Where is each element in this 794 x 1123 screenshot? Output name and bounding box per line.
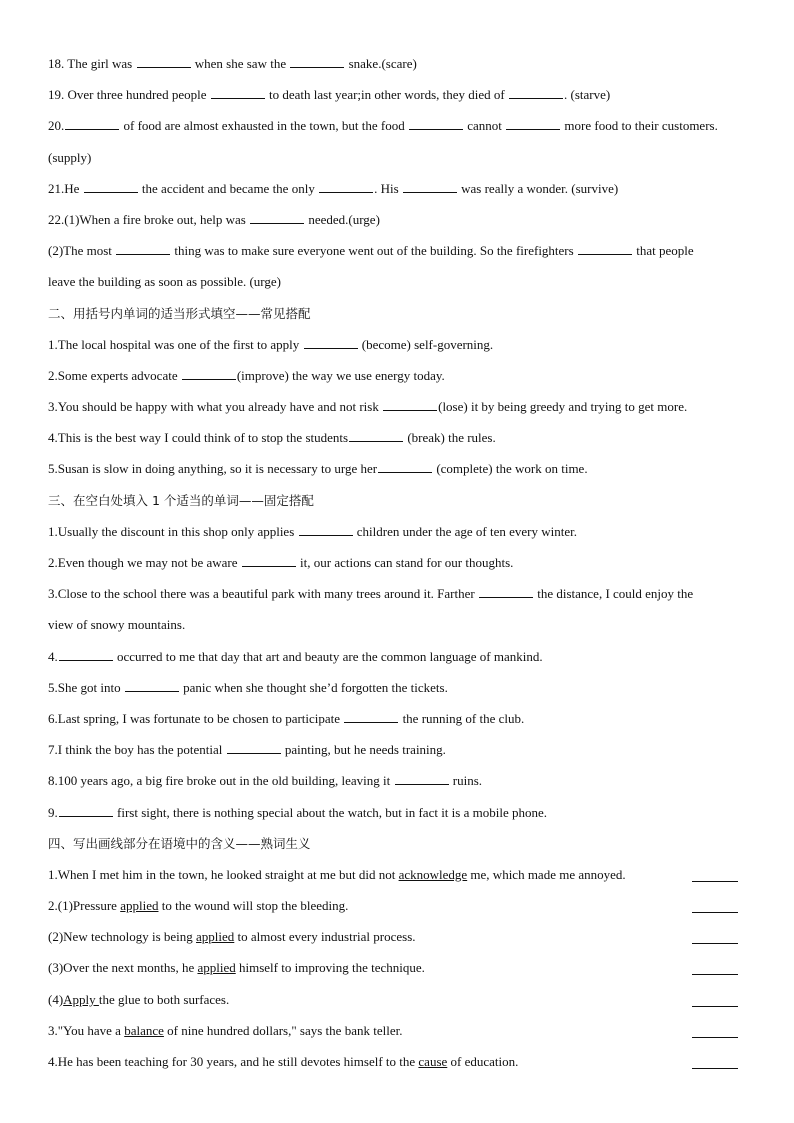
part4-question-4: 4.He has been teaching for 30 years, and he still devotes himself to the cause of education. <box>48 1050 746 1081</box>
section-heading-3: 三、在空白处填入 1 个适当的单词——固定搭配 <box>48 492 314 508</box>
answer-blank[interactable] <box>65 117 119 130</box>
answer-blank[interactable] <box>84 180 138 193</box>
part3-question-1: 1.Usually the discount in this shop only applies children under the age of ten every winter. <box>48 523 577 539</box>
answer-blank[interactable] <box>319 180 373 193</box>
part2-question-2: 2.Some experts advocate (improve) the way we use energy today. <box>48 367 445 383</box>
section-heading-4: 四、写出画线部分在语境中的含义——熟词生义 <box>48 835 311 851</box>
underlined-word: Apply <box>63 991 99 1007</box>
answer-blank[interactable] <box>137 55 191 68</box>
answer-blank[interactable] <box>409 117 463 130</box>
part3-question-4: 4. occurred to me that day that art and beauty are the common language of mankind. <box>48 648 543 664</box>
underlined-word: applied <box>196 929 235 945</box>
section-heading-2: 二、用括号内单词的适当形式填空——常见搭配 <box>48 305 311 321</box>
part4-question-2-3: (3)Over the next months, he applied himself to improving the technique. <box>48 956 746 987</box>
answer-blank[interactable] <box>479 585 533 598</box>
answer-blank[interactable] <box>349 429 403 442</box>
answer-blank[interactable] <box>59 648 113 661</box>
question-21: 21.He the accident and became the only . His was really a wonder. (survive) <box>48 180 619 196</box>
answer-blank[interactable] <box>304 336 358 349</box>
underlined-word: applied <box>197 960 236 976</box>
part2-question-1: 1.The local hospital was one of the first to apply (become) self-governing. <box>48 336 494 352</box>
answer-blank[interactable] <box>395 772 449 785</box>
answer-blank[interactable] <box>692 1056 738 1069</box>
part3-question-2: 2.Even though we may not be aware it, our actions can stand for our thoughts. <box>48 555 514 570</box>
answer-blank[interactable] <box>182 367 236 380</box>
worksheet-page <box>48 52 746 1081</box>
answer-blank[interactable] <box>250 211 304 224</box>
question-20: 20. of food are almost exhausted in the town, but the food cannot more food to their customers. <box>48 118 718 134</box>
answer-blank[interactable] <box>692 869 738 882</box>
answer-blank[interactable] <box>211 86 265 99</box>
answer-blank[interactable] <box>506 117 560 130</box>
part3-question-7: 7.I think the boy has the potential painting, but he needs training. <box>48 742 446 758</box>
underlined-word: applied <box>120 898 159 914</box>
answer-blank[interactable] <box>227 741 281 754</box>
answer-blank[interactable] <box>692 1025 738 1038</box>
question-20-continued: (supply) <box>48 149 92 165</box>
part4-question-2-2: (2)New technology is being applied to almost every industrial process. <box>48 925 746 956</box>
part4-question-1: 1.When I met him in the town, he looked straight at me but did not acknowledge me, which made me annoyed. <box>48 863 746 894</box>
answer-blank[interactable] <box>509 86 563 99</box>
underlined-word: cause <box>418 1054 448 1069</box>
answer-blank[interactable] <box>378 460 432 473</box>
part3-question-8: 8.100 years ago, a big fire broke out in the old building, leaving it ruins. <box>48 773 483 789</box>
part3-question-3: 3.Close to the school there was a beautiful park with many trees around it. Farther the distance, I could enjoy the <box>48 586 694 602</box>
answer-blank[interactable] <box>692 962 738 975</box>
question-22-2-continued: leave the building as soon as possible. (urge) <box>48 274 281 290</box>
part4-question-2-1: 2.(1)Pressure applied to the wound will stop the bleeding. <box>48 894 746 925</box>
question-19: 19. Over three hundred people to death last year;in other words, they died of . (starve) <box>48 87 611 103</box>
part3-question-6: 6.Last spring, I was fortunate to be chosen to participate the running of the club. <box>48 710 525 726</box>
answer-blank[interactable] <box>578 242 632 255</box>
answer-blank[interactable] <box>692 931 738 944</box>
question-22-2: (2)The most thing was to make sure everyone went out of the building. So the firefighters that people <box>48 243 694 259</box>
answer-blank[interactable] <box>692 994 738 1007</box>
part2-question-3: 3.You should be happy with what you already have and not risk (lose) it by being greedy and trying to get more. <box>48 399 688 415</box>
answer-blank[interactable] <box>344 710 398 723</box>
answer-blank[interactable] <box>692 900 738 913</box>
answer-blank[interactable] <box>299 523 353 536</box>
part4-question-2-4: (4)Apply the glue to both surfaces. <box>48 988 746 1019</box>
answer-blank[interactable] <box>125 679 179 692</box>
part2-question-4: 4.This is the best way I could think of to stop the students (break) the rules. <box>48 430 496 446</box>
part4-question-3: 3."You have a balance of nine hundred dollars," says the bank teller. <box>48 1019 746 1050</box>
part2-question-5: 5.Susan is slow in doing anything, so it is necessary to urge her (complete) the work on time. <box>48 461 588 477</box>
part3-question-5: 5.She got into panic when she thought she’d forgotten the tickets. <box>48 679 448 695</box>
answer-blank[interactable] <box>383 398 437 411</box>
answer-blank[interactable] <box>290 55 344 68</box>
question-22-1: 22.(1)When a fire broke out, help was needed.(urge) <box>48 211 380 227</box>
answer-blank[interactable] <box>403 180 457 193</box>
answer-blank[interactable] <box>116 242 170 255</box>
underlined-word: acknowledge <box>398 866 468 882</box>
question-18: 18. The girl was when she saw the snake.(scare) <box>48 56 417 71</box>
underlined-word: balance <box>124 1022 164 1038</box>
answer-blank[interactable] <box>242 554 296 567</box>
part3-question-9: 9. first sight, there is nothing special about the watch, but in fact it is a mobile phone. <box>48 804 547 820</box>
answer-blank[interactable] <box>59 804 113 817</box>
part3-question-3-continued: view of snowy mountains. <box>48 617 186 633</box>
